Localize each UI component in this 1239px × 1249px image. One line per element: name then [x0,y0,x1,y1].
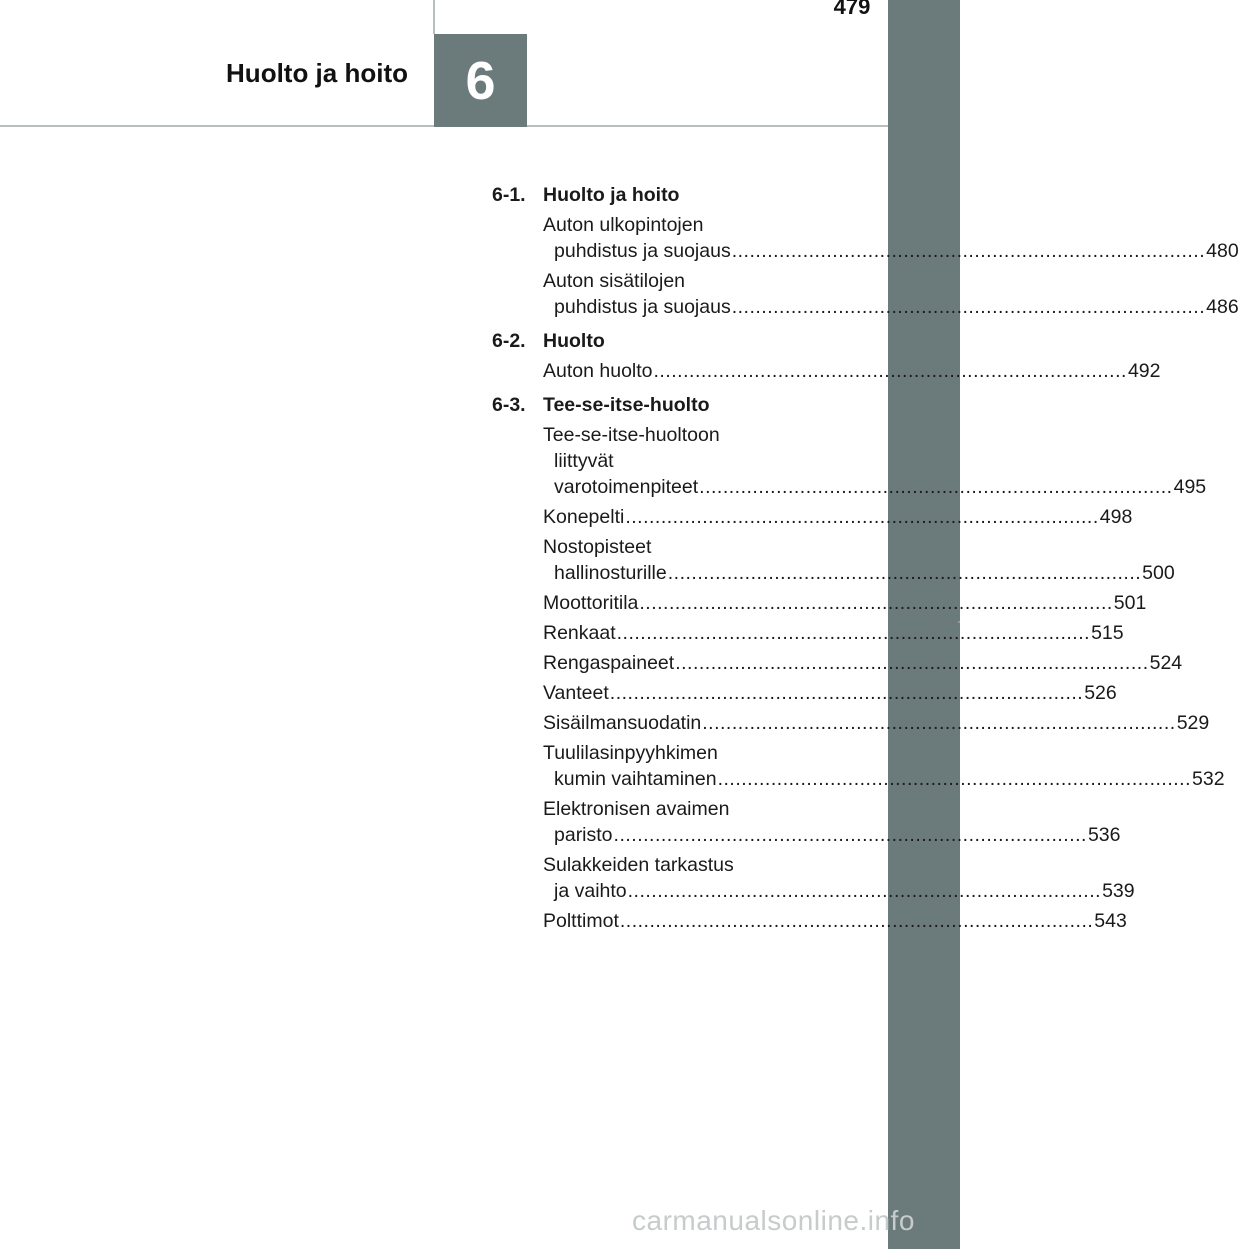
toc-entry[interactable] [543,710,1210,736]
toc-entry-page: 536 [1087,824,1121,846]
toc-entry[interactable] [543,620,1124,646]
dot-leader: ................................................................................ [675,652,1149,674]
section-number: 6-3. [492,394,526,416]
dot-leader: ................................................................................ [616,622,1091,644]
toc-entry[interactable] [543,740,1225,792]
toc-entry[interactable] [543,852,1135,904]
toc-entry-text: liittyvät [554,450,614,472]
dot-leader: ................................................................................ [627,880,1102,902]
toc-entry-text: varotoimenpiteet [554,476,699,498]
dot-leader: ................................................................................ [731,296,1206,318]
toc-entry-text: puhdistus ja suojaus [554,240,731,262]
toc-section-heading[interactable] [492,328,830,354]
toc-entry-page: 500 [1142,562,1175,584]
toc-entry[interactable] [543,590,1147,616]
toc-entry-text: Konepelti [543,506,625,528]
toc-entry-text: Sisäilmansuodatin [543,712,702,734]
toc-section [492,392,1225,934]
section-title: Huolto ja hoito [543,184,680,206]
chapter-title: Huolto ja hoito [226,58,408,88]
toc-entry-page: 486 [1206,296,1239,318]
toc-entry[interactable] [543,212,1239,264]
toc-entry-page: 539 [1102,880,1135,902]
dot-leader: ................................................................................ [731,240,1206,262]
toc-entry-text: Elektronisen avaimen [543,798,730,820]
toc-entry-text: Auton sisätilojen [543,270,686,292]
toc-entry-text: Auton ulkopintojen [543,214,704,236]
toc-entry[interactable] [543,422,1207,500]
section-number: 6-2. [492,330,526,352]
toc-entry-text: Sulakkeiden tarkastus [543,854,734,876]
toc-entry-page: 498 [1099,506,1133,528]
dot-leader: ................................................................................ [625,506,1099,528]
toc-entry-text: kumin vaihtaminen [554,768,717,790]
dot-leader: ................................................................................ [699,476,1173,498]
toc-entry[interactable] [543,796,1121,848]
toc-entry-page: 492 [1127,360,1161,382]
dot-leader: ................................................................................ [613,824,1087,846]
toc-entry-page: 480 [1206,240,1239,262]
header-divider-vertical [433,0,435,34]
dot-leader: ................................................................................ [619,910,1094,932]
section-number: 6-1. [492,184,526,206]
dot-leader: ................................................................................ [639,592,1113,614]
toc-entry-text: Auton huolto [543,360,653,382]
toc-entry-text: Nostopisteet [543,536,652,558]
page-number: 479 [833,0,871,19]
toc-entry-text: Polttimot [543,910,619,932]
toc-entry[interactable] [543,680,1117,706]
chapter-number-box: 6 [434,34,527,127]
dot-leader: ................................................................................ [702,712,1176,734]
toc-entry-page: 515 [1091,622,1124,644]
dot-leader: ................................................................................ [667,562,1142,584]
toc-entry-text: Vanteet [543,682,609,704]
toc-entry[interactable] [543,534,1175,586]
toc-entry-text: Tee-se-itse-huoltoon [543,424,720,446]
dot-leader: ................................................................................ [609,682,1084,704]
toc-entry-text: Rengaspaineet [543,652,675,674]
table-of-contents [492,182,1239,942]
watermark: carmanualsonline.info [632,1205,915,1236]
toc-entry-page: 526 [1084,682,1117,704]
toc-section [492,328,1161,384]
toc-entry[interactable] [543,358,1161,384]
toc-entry-page: 543 [1094,910,1127,932]
toc-entry-page: 532 [1192,768,1225,790]
toc-section [492,182,1239,320]
toc-entry-page: 524 [1149,652,1183,674]
toc-section-heading[interactable] [492,182,830,208]
toc-entry-page: 529 [1176,712,1210,734]
toc-entry-text: ja vaihto [554,880,627,902]
toc-entry-text: Tuulilasinpyyhkimen [543,742,718,764]
dot-leader: ................................................................................ [717,768,1192,790]
toc-entry[interactable] [543,268,1239,320]
toc-entry[interactable] [543,650,1183,676]
toc-entry-text: hallinosturille [554,562,667,584]
toc-entry-page: 495 [1173,476,1207,498]
toc-entry-page: 501 [1113,592,1147,614]
toc-entry-text: Renkaat [543,622,616,644]
toc-entry[interactable] [543,908,1127,934]
toc-entry[interactable] [543,504,1133,530]
toc-entry-text: puhdistus ja suojaus [554,296,731,318]
section-title: Huolto [543,330,605,352]
toc-entry-text: Moottoritila [543,592,639,614]
toc-entry-text: paristo [554,824,613,846]
toc-section-heading[interactable] [492,392,830,418]
dot-leader: ................................................................................ [653,360,1127,382]
section-title: Tee-se-itse-huolto [543,394,710,416]
